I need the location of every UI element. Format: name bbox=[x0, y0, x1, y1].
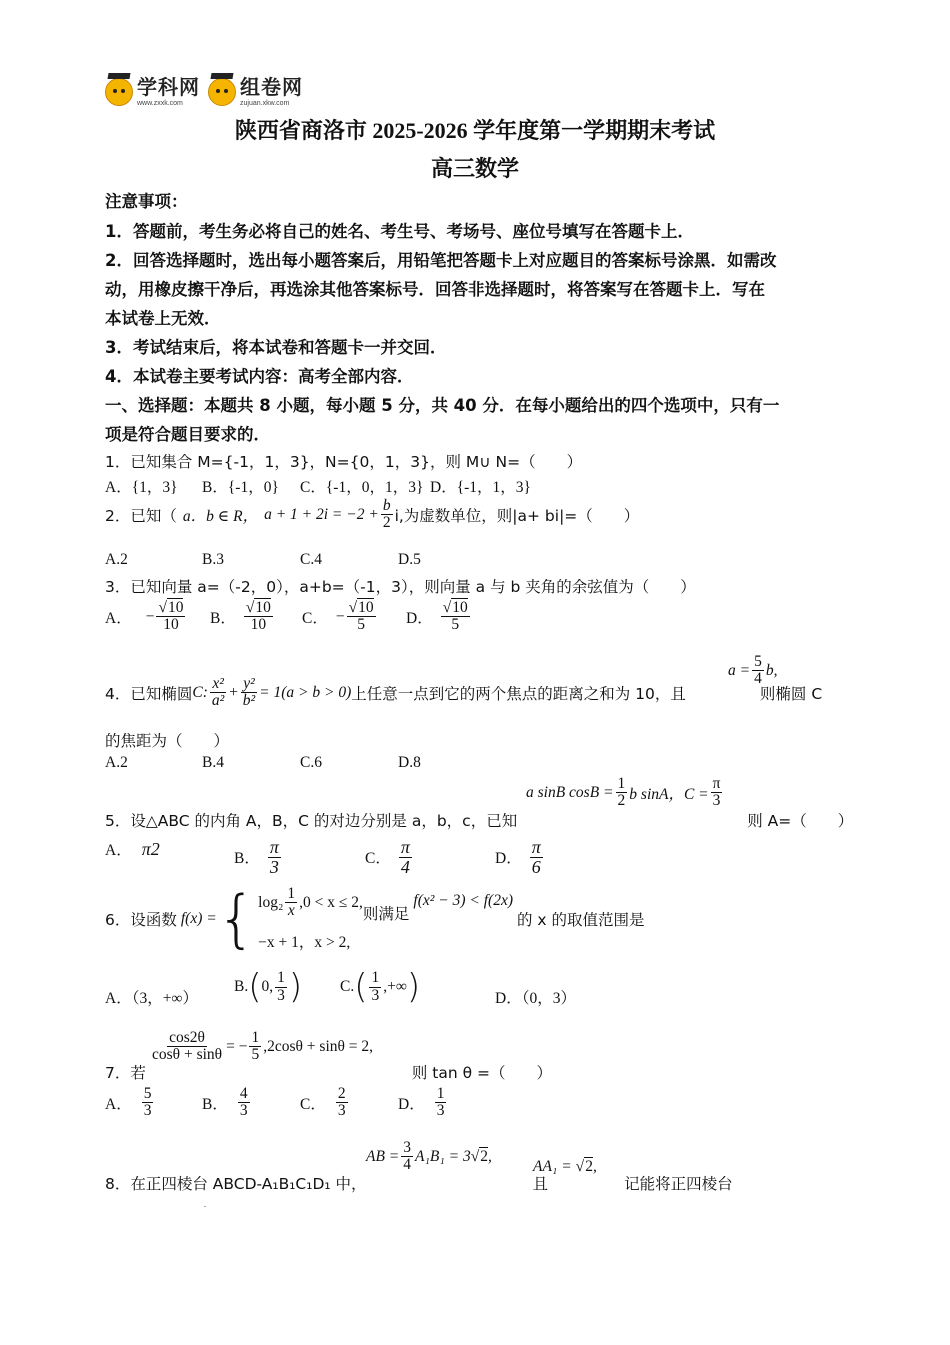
note-3: 3．考试结束后，将本试卷和答题卡一并交回． bbox=[105, 338, 447, 357]
q2-vars: a．b ∈ R， bbox=[182, 507, 259, 525]
q3-stem: 3．已知向量 a=（-2，0），a+b=（-1，3），则向量 a 与 b 夹角的余弦值为（ ） bbox=[105, 578, 696, 596]
logo bbox=[105, 75, 303, 109]
q1-option-d[interactable]: D．{-1，1，3} bbox=[430, 479, 531, 496]
q5-option-c[interactable]: C． $\frac{\pi}{4}$ bbox=[365, 837, 410, 877]
q7-stem: 7．若 则 tan θ =（ ） bbox=[105, 1064, 553, 1082]
note-2b: 动，用橡皮擦干净后，再选涂其他答案标号．回答非选择题时，将答案写在答题卡上．写在 bbox=[105, 280, 765, 299]
q4-option-d[interactable]: D.8 bbox=[398, 754, 421, 771]
footer-dot: . bbox=[204, 1200, 206, 1209]
q2-post: i,为虚数单位，则|a+ bi|=（ ） bbox=[394, 506, 640, 525]
brand-url: zujuan.xkw.com bbox=[240, 99, 290, 107]
q5-equation: a sinB cosB = $\frac{1}{2}$ b sinA，C = $\frac{\pi}{3}$ bbox=[526, 775, 721, 810]
q7-option-c[interactable]: C． $\frac{2}{3}$ bbox=[300, 1085, 346, 1120]
q4-relation: a = $\frac{5}{4}$ b, bbox=[728, 653, 778, 688]
q5-stem: 5．设△ABC 的内角 A，B，C 的对边分别是 a，b，c，已知 则 A=（ ） bbox=[105, 812, 854, 830]
note-2c: 本试卷上无效． bbox=[105, 309, 221, 328]
q5-option-a[interactable]: A． π2 bbox=[105, 838, 160, 859]
section-heading-b: 项是符合题目要求的． bbox=[105, 425, 270, 444]
q3-option-d[interactable]: D． $\frac{√10}{5}$ bbox=[406, 599, 468, 634]
page-title: 陕西省商洛市 2025-2026 学年度第一学期期末考试 bbox=[234, 118, 716, 143]
q4-option-b[interactable]: B.4 bbox=[202, 754, 224, 771]
page-subtitle: 高三数学 bbox=[430, 156, 519, 181]
q8-equation-1: AB = $\frac{3}{4}$ A₁B₁ = 3 √2 , bbox=[366, 1139, 492, 1174]
q4-stem-2: 的焦距为（ ） bbox=[105, 732, 230, 750]
notes-heading: 注意事项： bbox=[105, 192, 188, 211]
q2-option-d[interactable]: D.5 bbox=[398, 551, 421, 568]
q7-equation: $\frac{\cos 2\theta}{\cos\theta + \sin\theta}$ = − $\frac{1}{5}$ ,2cosθ + sinθ = 2, bbox=[152, 1029, 374, 1064]
brand-name: 学科网 bbox=[137, 76, 200, 99]
brand-name: 组卷网 bbox=[240, 76, 303, 99]
q2-pre: 2．已知（ bbox=[105, 506, 177, 525]
q6-option-b[interactable]: B. ( 0, $\frac{1}{3}$ ) bbox=[234, 967, 303, 1007]
q6-option-a[interactable]: A．（3，+∞） bbox=[105, 990, 198, 1007]
q1-option-c[interactable]: C．{-1，0，1，3} bbox=[300, 479, 424, 496]
q7-option-b[interactable]: B． $\frac{4}{3}$ bbox=[202, 1085, 248, 1120]
q8-equation-2: AA₁ = √2 , bbox=[533, 1158, 597, 1175]
q7-option-d[interactable]: D． $\frac{1}{3}$ bbox=[398, 1085, 445, 1120]
q6-option-c[interactable]: C. ( $\frac{1}{3}$ ,+∞ ) bbox=[340, 967, 421, 1007]
note-4: 4．本试卷主要考试内容：高考全部内容． bbox=[105, 367, 414, 386]
q2-eq: a + 1 + 2i = −2 + bbox=[264, 505, 379, 523]
q2-option-a[interactable]: A.2 bbox=[105, 551, 128, 568]
q6-stem: 6．设函数 f(x) = { log₂ $\frac{1}{x}$ ,0 < x ≤ 2, −x + 1，x > 2, 则满足 f(x² − 3) < f(2x) 的 x 的取值范围是 bbox=[105, 881, 645, 955]
q3-option-c[interactable]: C． − $\frac{√10}{5}$ bbox=[302, 599, 374, 634]
q2-option-c[interactable]: C.4 bbox=[300, 551, 322, 568]
q6-option-d[interactable]: D．（0，3） bbox=[495, 990, 576, 1007]
mascot-icon bbox=[105, 78, 133, 106]
q1-option-a[interactable]: A．{1，3} bbox=[105, 479, 178, 496]
q8-stem: 8．在正四棱台 ABCD-A₁B₁C₁D₁ 中， 且 记能将正四棱台 bbox=[105, 1175, 733, 1193]
section-heading-a: 一、选择题：本题共 8 小题，每小题 5 分，共 40 分．在每小题给出的四个选项中，只有一 bbox=[105, 396, 780, 415]
zxxk-logo[interactable] bbox=[105, 78, 200, 107]
q6-piecewise: { log₂ $\frac{1}{x}$ ,0 < x ≤ 2, −x + 1，x > 2, bbox=[216, 881, 363, 955]
mascot-icon bbox=[208, 78, 236, 106]
q2-stem bbox=[105, 498, 639, 532]
zujuan-logo[interactable] bbox=[208, 78, 303, 107]
q4-option-c[interactable]: C.6 bbox=[300, 754, 322, 771]
brand-url: www.zxxk.com bbox=[137, 99, 183, 107]
q4-option-a[interactable]: A.2 bbox=[105, 754, 128, 771]
q1-option-b[interactable]: B．{-1，0} bbox=[202, 479, 279, 496]
q3-option-b[interactable]: B． $\frac{√10}{10}$ bbox=[210, 599, 271, 634]
q5-option-b[interactable]: B． $\frac{\pi}{3}$ bbox=[234, 837, 279, 877]
q2-option-b[interactable]: B.3 bbox=[202, 551, 224, 568]
q5-option-d[interactable]: D． $\frac{\pi}{6}$ bbox=[495, 837, 541, 877]
note-2a: 2．回答选择题时，选出每小题答案后，用铅笔把答题卡上对应题目的答案标号涂黑．如需改 bbox=[105, 251, 777, 270]
q2-fraction: $\frac{b}{2}$ bbox=[382, 497, 391, 532]
q1-stem: 1．已知集合 M={-1，1，3}，N={0，1，3}，则 M∪ N=（ ） bbox=[105, 453, 583, 471]
q3-option-a[interactable]: A． − $\frac{√10}{10}$ bbox=[105, 599, 184, 634]
note-1: 1．答题前，考生务必将自己的姓名、考生号、考场号、座位号填写在答题卡上． bbox=[105, 222, 694, 241]
q7-option-a[interactable]: A． $\frac{5}{3}$ bbox=[105, 1085, 152, 1120]
q4-stem: 4．已知椭圆 C: $\frac{\text{x²}}{\text{a²}}$ + $\frac{\text{y²}}{\text{b²}}$ = 1(a > b > 0) 上任意一点到它的两个焦点的距离之和为 10，且 则椭圆 C bbox=[105, 675, 823, 710]
